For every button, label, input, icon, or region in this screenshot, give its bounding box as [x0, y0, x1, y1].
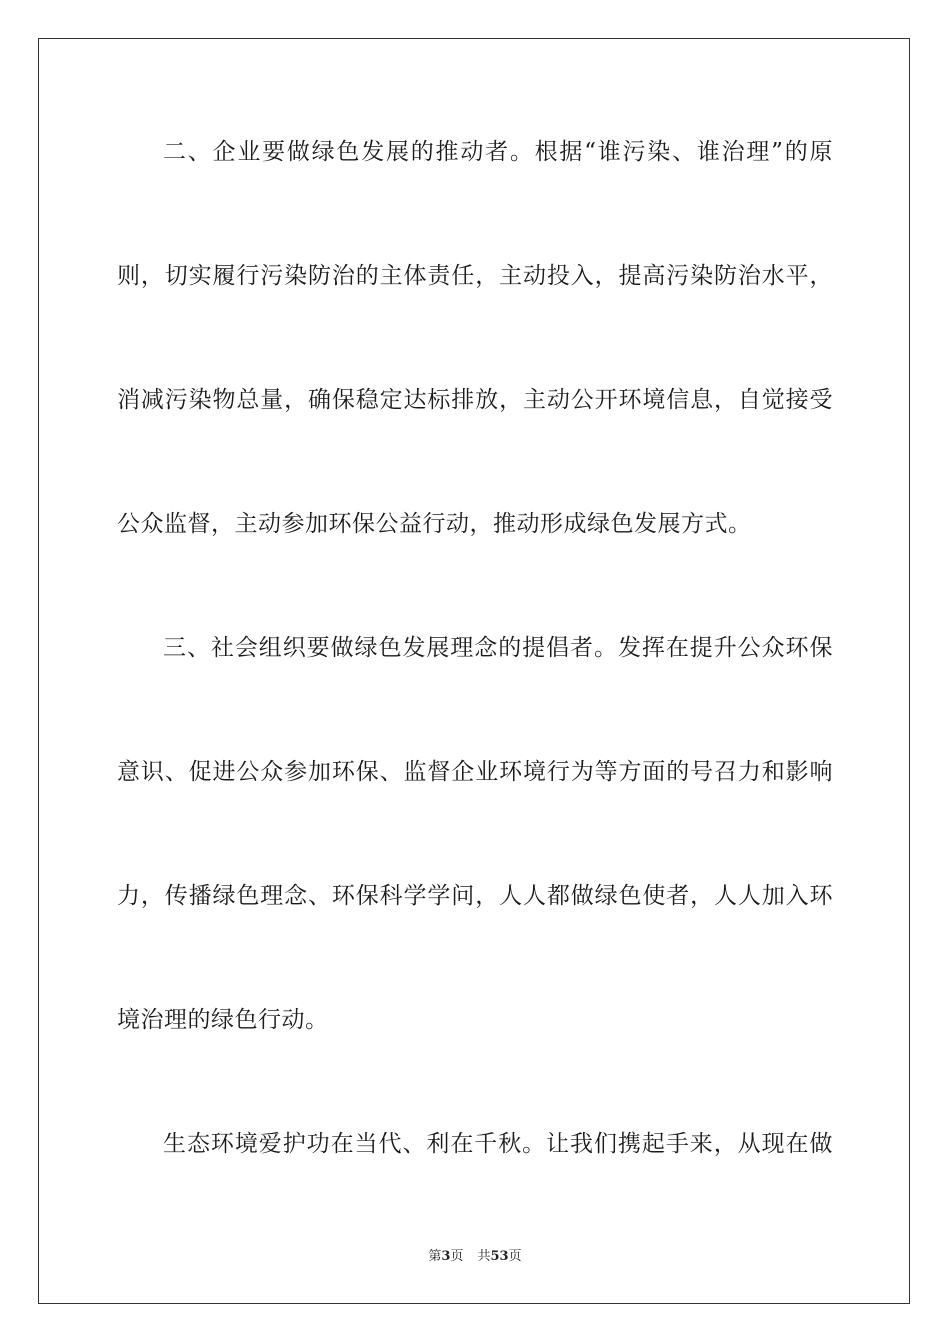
footer-page-number: 3 [441, 1249, 451, 1264]
paragraph-line: 消减污染物总量，确保稳定达标排放，主动公开环境信息，自觉接受 [117, 387, 833, 413]
footer-total-pages: 53 [490, 1249, 509, 1264]
footer-page-suffix: 页 [450, 1249, 464, 1264]
footer-total-prefix: 共 [477, 1249, 491, 1264]
page-border [38, 38, 910, 1304]
footer-page-prefix: 第 [428, 1249, 442, 1264]
paragraph-line: 力，传播绿色理念、环保科学学问，人人都做绿色使者，人人加入环 [117, 883, 833, 909]
paragraph-line: 则，切实履行污染防治的主体责任，主动投入，提高污染防治水平， [117, 263, 833, 289]
paragraph-line: 意识、促进公众参加环保、监督企业环境行为等方面的号召力和影响 [117, 759, 833, 785]
paragraph-line: 境治理的绿色行动。 [117, 1007, 329, 1033]
paragraph-line: 二、企业要做绿色发展的推动者。根据“谁污染、谁治理”的原 [163, 139, 833, 165]
paragraph-line: 生态环境爱护功在当代、利在千秋。让我们携起手来，从现在做 [163, 1131, 833, 1157]
footer-total-suffix: 页 [508, 1249, 522, 1264]
paragraph-line: 三、社会组织要做绿色发展理念的提倡者。发挥在提升公众环保 [163, 635, 833, 661]
paragraph-line: 公众监督，主动参加环保公益行动，推动形成绿色发展方式。 [117, 511, 752, 537]
page-footer [0, 1249, 950, 1265]
